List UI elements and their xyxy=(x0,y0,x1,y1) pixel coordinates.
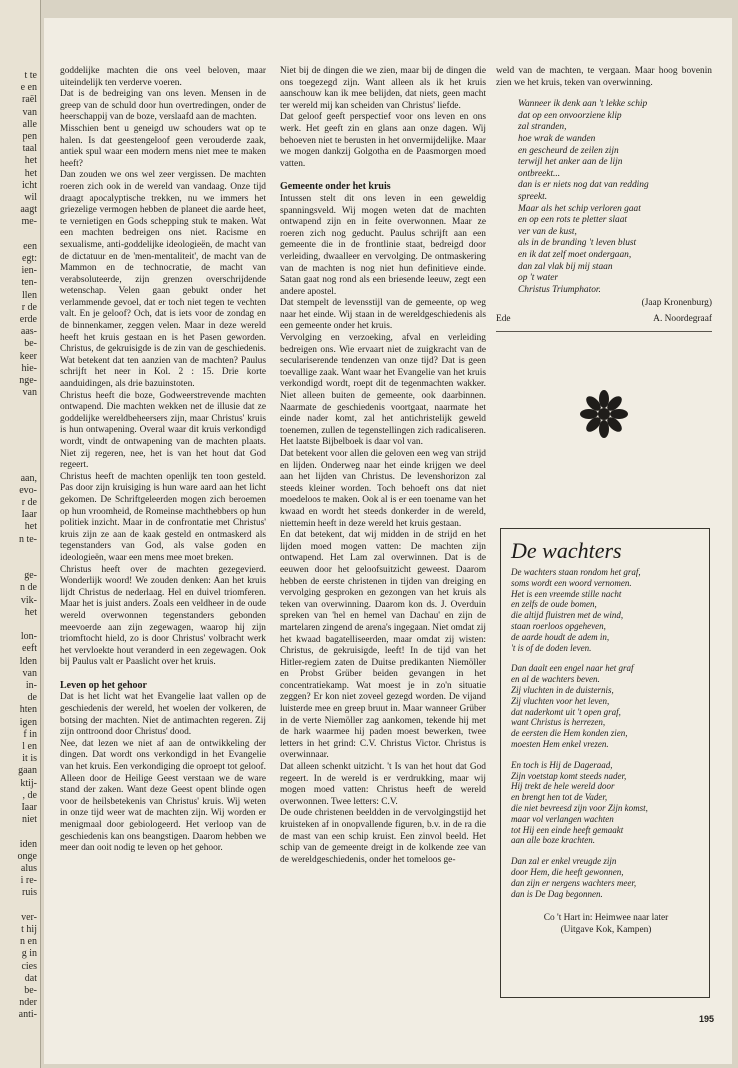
previous-page-fragment: aagt xyxy=(20,204,37,216)
paragraph: Christus heeft over de machten gezegevierd. Wonderlijk woord! We zouden denken: Aan het kruis lijdt Christus de nederlaag. Hel en duivel triomferen. Maar het is juist anders. Zoals een veldheer in de oude wereld overwonnen tegenstanders gebonden meevoerde aan zijn zegewagen, waarop hij zijn triomftocht hield, zo is door Christus' volbracht werk het vervloekte hout veranderd in een zegewagen. Ook bij Paulus valt er Paaslicht over het kruis. xyxy=(60,564,266,668)
previous-page-fragment: hten xyxy=(19,704,37,716)
paragraph: Nee, dat lezen we niet af aan de ontwikkeling der dingen. Dat wordt ons verkondigd in het Evangelie van het kruis. Een verkondiging die oproept tot geloof. Alleen door de Heilige Geest verstaan we de ware stand der zaken. Want deze Geest opent blinde ogen voor de heilsbetekenis van Christus' kruis. Wij weten in onze tijd weer wat de machten zijn. Wij worden er menigmaal door gebiologeerd. Het verloop van de geschiedenis kan ons beangstigen. Daarom hebben we meer dan ooit nodig te leven op het gehoor. xyxy=(60,738,266,854)
previous-page-fragment: vik- xyxy=(20,594,37,606)
poem-line: dan zijn er nergens wachters meer, xyxy=(511,877,637,888)
previous-page-fragment: Iaar xyxy=(21,802,37,813)
previous-page-fragment: hie- xyxy=(21,362,37,374)
previous-page-fragment: taal xyxy=(22,143,37,155)
poem-line: dan zal vlak bij mij staan xyxy=(518,261,613,272)
previous-page-fragment: het xyxy=(24,167,37,179)
poem-line: die niet bevreesd zijn voor Zijn komst, xyxy=(511,802,648,813)
poem-line: op 't water xyxy=(518,273,559,284)
section-heading: Gemeente onder het kruis xyxy=(280,181,391,193)
previous-page-fragment: llen xyxy=(22,289,37,301)
previous-page-fragment: wil xyxy=(24,192,37,203)
poem-line: Dan daalt een engel naar het graf xyxy=(511,663,634,674)
previous-page-fragment: f in xyxy=(23,728,37,740)
column-1 xyxy=(60,66,266,1051)
previous-page-fragment: t te xyxy=(24,70,37,81)
article-signature xyxy=(496,314,712,326)
previous-page-fragment: Iaar xyxy=(21,509,37,521)
poem-line: spreekt. xyxy=(518,191,548,202)
paragraph: Dat is het licht wat het Evangelie laat vallen op de geschiedenis der wereld, het woelen der volkeren, de botsing der machten. Niet de antimachten regeren. Zij zijn onttroond door Christus' dood. xyxy=(60,692,266,738)
poem-line: als in de branding 't leven blust xyxy=(518,238,637,249)
poem-line: Christus Triumphator. xyxy=(518,284,601,295)
paragraph: En dat betekent, dat wij midden in de strijd en het lijden moed mogen vatten: De machten zijn ontwapend. Het Lam zal overwinnen. Dat is de eeuwen door het geloofsuitzicht geweest. Daarom hebben de eerste christenen in tijden van dreiging en vervolging gesproken en gezongen van het kruis als teken van overwinning. Daarom kon ds. J. Overduin spreken van 'hel en hemel van Dachau' en zijn de martelaren zingend de arena's ingegaan. Niet omdat zij het kwaad bagatelliseerden, maar omdat zij wisten: Christus, de gekruisigde, leeft! In de tijd van het Hitler-regiem zaten de Duitse predikanten Niemöller en Probst Grüber beiden gevangen in het concentratiekamp. Wat moest je in zo'n situatie zeggen? Er kon niet zoveel gezegd worden. De vijand luisterde mee en greep bruut in. Maar wanneer Grüber in de verte Niemöller zag aankomen, tekende hij met de hark waarmee hij paden moest bewerken, twee letters in het grind: C.V. Christus Victor. Christus is overwinnaar. xyxy=(280,530,486,761)
paragraph: Dat stempelt de levensstijl van de gemeente, op weg naar het einde. Wij staan in de wereldgeschiedenis als een gemeente onder het kruis. xyxy=(280,298,486,332)
previous-page-fragment: ten- xyxy=(21,277,37,289)
paragraph: weld van de machten, te vergaan. Maar hoog bovenin zien we het kruis, teken van overwinning. xyxy=(496,66,712,88)
previous-page-fragment: be- xyxy=(24,338,37,350)
previous-page-fragment: egt: xyxy=(22,253,37,264)
poem-line: 't is of de doden leven. xyxy=(511,642,592,653)
poem-line: dat op een onvoorziene klip xyxy=(518,110,622,121)
previous-page-fragment: r de xyxy=(21,301,37,313)
previous-page-fragment: de xyxy=(27,692,37,704)
previous-page-fragment: lden xyxy=(19,655,37,667)
previous-page-fragment: het xyxy=(24,521,37,533)
poem-line: zal stranden, xyxy=(518,122,567,133)
paragraph: Dat alleen schenkt uitzicht. 't Is van het hout dat God regeert. In de wereld is er verdrukking, maar wij mogen moed vatten: Christus heeft de wereld overwonnen. Twee letters: C.V. xyxy=(280,762,486,807)
previous-page-fragment: het xyxy=(24,606,37,618)
previous-page-fragment: me- xyxy=(21,216,37,228)
previous-page-fragment: r de xyxy=(21,497,37,508)
poem-line: Zij vluchten in de duisternis, xyxy=(511,684,614,695)
poem-line: en gescheurd de zeilen zijn xyxy=(518,145,619,156)
previous-page-fragment: i re- xyxy=(20,875,37,887)
previous-page-fragment: igen xyxy=(19,716,37,728)
poem-line: Het is een vreemde stille nacht xyxy=(511,588,622,599)
poem-line: aan alle boze krachten. xyxy=(511,835,595,846)
previous-page-fragment: ver- xyxy=(21,911,37,923)
previous-page-fragment: nder xyxy=(19,997,37,1009)
previous-page-fragment: onge xyxy=(17,850,37,862)
poem-line: en zelfs de oude bomen, xyxy=(511,599,597,610)
previous-page-fragment: g in xyxy=(21,948,37,960)
poem-line: Maar als het schip verloren gaat xyxy=(518,203,641,214)
previous-page-fragment: van xyxy=(22,387,37,399)
previous-page-fragment: van xyxy=(22,106,37,118)
poem-box xyxy=(500,528,710,998)
credit-line: (Uitgave Kok, Kampen) xyxy=(560,924,652,935)
poem-line: Hij trekt de hele wereld door xyxy=(511,781,615,792)
poem-line: en op een rots te pletter slaat xyxy=(518,215,628,226)
poem-line: De wachters staan rondom het graf, xyxy=(511,567,641,577)
poem-line: en brengt hen tot de Vader, xyxy=(511,792,608,803)
magazine-page xyxy=(44,18,732,1064)
poem-line: hoe wrak de wanden xyxy=(518,133,596,144)
poem-line: Dan zal er enkel vreugde zijn xyxy=(511,856,617,867)
poem xyxy=(518,99,712,296)
previous-page-fragment: , de xyxy=(22,789,37,801)
poem-line: moesten Hem enkel vrezen. xyxy=(511,738,609,749)
poem-line: die altijd fluistren met de wind, xyxy=(511,610,624,621)
poem-line: tot Hij een einde heeft gemaakt xyxy=(511,824,624,835)
poem-line: Zijn voetstap komt steeds nader, xyxy=(511,770,627,781)
poem-box-title: De wachters xyxy=(511,538,622,563)
flower-ornament-icon xyxy=(580,390,628,438)
previous-page-fragment: e en xyxy=(20,82,37,94)
previous-page-fragment: dat xyxy=(24,972,37,984)
paragraph: Dat betekent voor allen die geloven een weg van strijd en lijden. Onderweg naar het einde krijgen we deel aan het lijden van Christus. De levenshorizon zal steeds kleiner worden. Toch behoeft ons dat niet moedeloos te maken. Ook al is er een toename van het kwaad en wordt het steeds donkerder in de wereld, niettemin heeft in deze wereld het kruis gestaan. xyxy=(280,449,486,529)
paragraph: Christus heeft die boze, Godweerstrevende machten ontwapend. Die machten wekken net de illusie dat ze goddelijke wereldbeheersers zijn, maar Christus' kruis is hun ontwapening. Overal waar dit kruis verkondigd wordt, vindt de ontwapening van de machten plaats. Niet zij regeren, nee, het is van het hout dat God regeert. xyxy=(60,390,266,471)
poem-stanza xyxy=(511,760,701,846)
poem-line: En toch is Hij de Dageraad, xyxy=(511,759,613,770)
previous-page-fragment: alus xyxy=(20,863,37,874)
signature-author: A. Noordegraaf xyxy=(653,313,712,324)
poem-line: en ik dat zelf moet ondergaan, xyxy=(518,249,632,260)
previous-page-fragment: ruis xyxy=(22,887,37,899)
previous-page-fragment: evo- xyxy=(19,484,37,496)
poem-stanza xyxy=(518,99,712,203)
page-number: 195 xyxy=(698,1014,714,1024)
signature-place: Ede xyxy=(496,313,511,324)
paragraph: De oude christenen beeldden in de vervolgingstijd het kruisteken af in onopvallende figuren, b.v. in de ra die de mast van een schip kruist. Een zinvol beeld. Het schip van de gemeente dreigt in de kolkende zee van de wereldgeschiedenis, onder het tomeloos ge- xyxy=(280,808,486,865)
paragraph: Misschien bent u geneigd uw schouders wat op te halen. Is dat geestengeloof geen verouderde zaak, antiek spul waar een modern mens niet mee te maken heeft? xyxy=(60,123,266,169)
poem-stanza xyxy=(511,567,701,653)
divider xyxy=(496,331,712,332)
poem-line: dan is er niets nog dat van redding xyxy=(518,180,649,191)
poem-line: door Hem, die heeft gewonnen, xyxy=(511,866,624,877)
previous-page-fragment: n de xyxy=(20,582,37,594)
previous-page-fragment: anti- xyxy=(18,1009,37,1021)
paragraph: Christus heeft de machten openlijk ten toon gesteld. Pas door zijn kruisiging is hun ware aard aan het licht gekomen. De Schriftgeleerden mogen zich beroemen op hun vroomheid, de Romeinse machthebbers op hun politiek inzicht. Maar in de confrontatie met Christus' kruis zijn ze aan de kaak gesteld en ontmaskerd als tegenstanders van God, als valse goden en ideologieën, waar een mens mee moet breken. xyxy=(60,471,266,563)
paragraph: Dan zouden we ons wel zeer vergissen. De machten roeren zich ook in de wereld van vandaag. Onze tijd draagt apocalyptische trekken, nu we immers het griezelige vermogen hebben de planeet die aarde heet, te vernietigen en Gods schepping stuk te maken. Wat een machten bedreigen ons niet. Racisme en sexualisme, anti-goddelijke ideologieën, de macht van de dictatuur en de 'men-mentaliteit', de macht van de Mammon en de technocratie, de macht van verabsoluteerde, zijn grenzen overschrijdende wetenschap. Velen gaan gebukt onder het verlammende gevoel, dat er toch niet tegen te vechten valt. En je geloof? Och, dat is iets voor de zondag en de binnenkamer, zeggen velen. Maar in deze wereld heeft het kruis gestaan en is het Pasen geworden. Christus, de gekruisigde is de zin van de geschiedenis. Wat betekent dat ten aanzien van de machten? Paulus schrijft het neer in Kol. 2 : 15. Drie korte aanduidingen, als drie bazuinstoten. xyxy=(60,170,266,390)
column-2 xyxy=(280,66,486,1051)
previous-page-fragment: n te- xyxy=(18,533,37,545)
poem xyxy=(511,567,701,899)
previous-page-fragment: it is xyxy=(22,753,37,765)
previous-page-fragment: l en xyxy=(22,741,37,752)
previous-page-fragment: icht xyxy=(22,179,37,191)
paragraph: Vervolging en verzoeking, afval en verleiding bedreigen ons. Wie ervaart niet de zuigkracht van de seculariserende tendenzen van onze tijd? Dat is geen toevallige zaak. Want waar het Evangelie van het kruis verkondigd wordt, roept dit de tegenmachten wakker. Niet alleen buiten de gemeente, ook daarbinnen. Naarmate de geschiedenis voortgaat, naarmate het einde nader komt, zal het antichristelijk geweld toenemen, zullen de tegenstellingen zich radicaliseren. Het laatste Bijbelboek is daar vol van. xyxy=(280,333,486,448)
paragraph: Niet bij de dingen die we zien, maar bij de dingen die ons toegezegd zijn. Want alleen als ik het kruis aanschouw kan ik mee belijden, dat niets, geen macht ter wereld mij kan scheiden van Christus' liefde. xyxy=(280,66,486,111)
poem-line: soms wordt een woord vernomen. xyxy=(511,577,632,588)
poem-stanza xyxy=(518,204,712,297)
poem-line: staan roerloos opgeheven, xyxy=(511,620,606,631)
previous-page-fragment: be- xyxy=(24,985,37,996)
previous-page-fragment: een xyxy=(23,240,37,252)
credit-line: Co 't Hart in: Heimwee naar later xyxy=(543,913,669,924)
poem-line: dan is De Dag begonnen. xyxy=(511,888,603,899)
previous-page-fragment: eeft xyxy=(22,643,37,655)
previous-page-fragment: t hij xyxy=(21,924,37,935)
poem-line: de eersten die Hem konden zien, xyxy=(511,728,628,739)
section-heading: Leven op het gehoor xyxy=(60,679,147,691)
previous-page-fragment: n en xyxy=(20,936,37,948)
poem-line: terwijl het anker aan de lijn xyxy=(518,157,623,168)
previous-page-fragment: cies xyxy=(21,960,37,972)
poem-line: want Christus is herrezen, xyxy=(511,717,606,728)
previous-page-fragment: ien- xyxy=(21,265,37,277)
previous-page-fragment: pen xyxy=(22,131,37,142)
poem-line: de aarde houdt de adem in, xyxy=(511,631,610,642)
poem-line: ontbreekt... xyxy=(518,168,561,179)
previous-page-fragment: alle xyxy=(22,118,37,130)
previous-page-fragment: aas- xyxy=(20,326,37,338)
previous-page-edge xyxy=(0,0,41,1068)
paragraph: goddelijke machten die ons veel beloven, maar uiteindelijk ten verderve voeren. xyxy=(60,66,266,88)
previous-page-fragment: van xyxy=(22,667,37,679)
previous-page-fragment: erde xyxy=(19,314,37,325)
poem-line: dat naderkomt uit 't open graf, xyxy=(511,706,621,717)
previous-page-fragment: gaan xyxy=(18,765,37,777)
previous-page-fragment: in- xyxy=(25,680,37,691)
poem-line: en al de wachters beven. xyxy=(511,674,600,685)
poem-credit: (Jaap Kronenburg) xyxy=(641,298,712,309)
previous-page-fragment: ge- xyxy=(24,570,37,582)
previous-page-fragment: het xyxy=(24,155,37,167)
previous-page-fragment: keer xyxy=(19,350,37,362)
poem-line: ver van de kust, xyxy=(518,226,577,237)
poem-line: maar vol verlangen wachten xyxy=(511,813,614,824)
poem-stanza xyxy=(511,663,701,749)
poem-stanza xyxy=(511,856,701,899)
paragraph: Intussen stelt dit ons leven in een geweldig spanningsveld. Wij mogen weten dat de machten ontwapend zijn en in feite overwonnen. Maar ze roeren zich nog geducht. Paulus schrijft aan een gemeente die in de frontlinie staat, bedreigd door verleiding, dwaalleer en vervolging. De ontmaskering van de machten is nog niet hun definitieve einde. Satan gaat nog rond als een briesende leeuw, zegt een andere apostel. xyxy=(280,193,486,297)
previous-page-fragment: raël xyxy=(22,94,37,106)
poem-line: Zij vluchten voor het leven, xyxy=(511,695,610,706)
previous-page-fragment: aan, xyxy=(20,472,37,484)
previous-page-fragment: ktij- xyxy=(20,777,37,789)
previous-page-fragment: iden xyxy=(19,838,37,850)
paragraph: Dat geloof geeft perspectief voor ons leven en ons werk. Het geeft zin en glans aan onze dagen. Wij behoeven niet te berusten in het onvermijdelijke. Maar we mogen dankzij Golgotha en de Paasmorgen moed vatten. xyxy=(280,112,486,169)
paragraph: Dat is de bedreiging van ons leven. Mensen in de greep van de schuld door hun overtredingen, onder de heerschappij van de boze, verslaafd aan de machten. xyxy=(60,89,266,123)
previous-page-fragment: lon- xyxy=(20,631,37,643)
previous-page-fragment: nge- xyxy=(19,375,37,386)
poem-credit xyxy=(511,913,701,936)
poem-line: Wanneer ik denk aan 't lekke schip xyxy=(518,99,648,110)
column-3 xyxy=(496,66,712,406)
previous-page-fragment: niet xyxy=(22,814,37,826)
